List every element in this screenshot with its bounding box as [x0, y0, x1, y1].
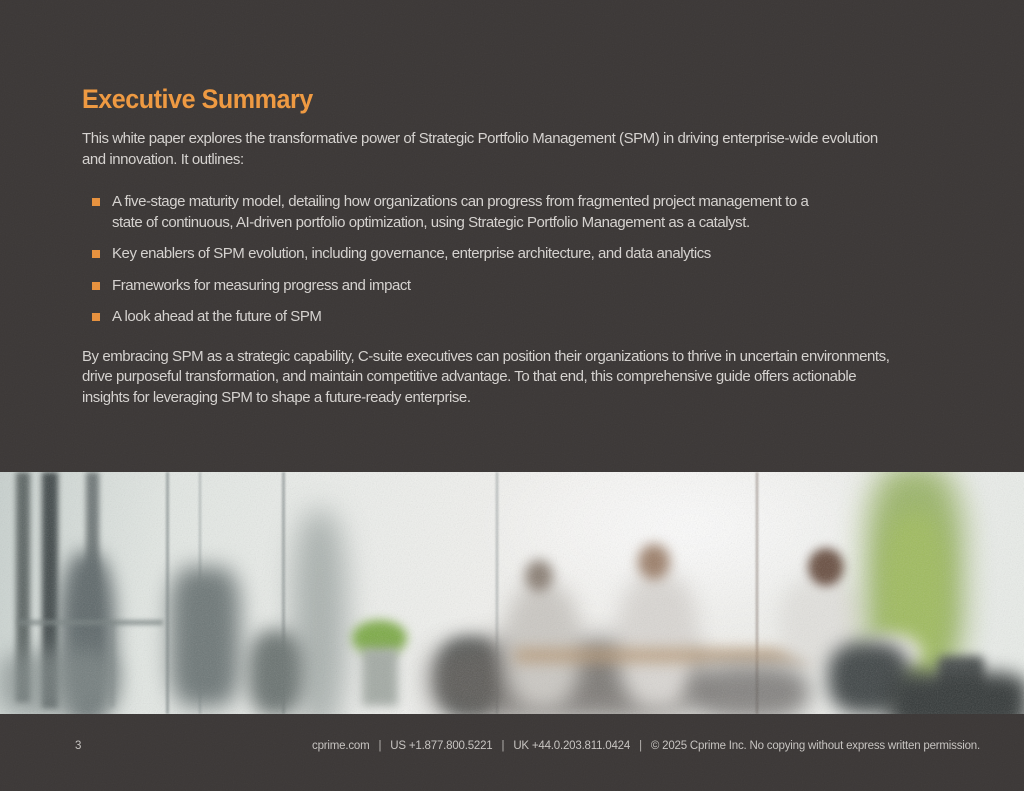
bullet-text: Frameworks for measuring progress and impact — [112, 276, 411, 294]
blurred-chair — [690, 664, 810, 714]
bullet-text: A look ahead at the future of SPM — [112, 308, 322, 325]
list-item — [92, 307, 812, 328]
small-plant-pot — [362, 648, 398, 706]
glass-seam-line — [166, 472, 169, 714]
footer-copyright: © 2025 Cprime Inc. No copying without express written permission. — [650, 740, 980, 752]
blurred-chair — [888, 672, 1024, 714]
footer-separator: | — [501, 740, 505, 752]
closing-paragraph: By embracing SPM as a strategic capability, C-suite executives can position their organizations to thrive in uncertain environments, drive purposeful transformation, and maintain competitive advantage. To that end, this comprehensive guide offers actionable insights for leveraging SPM to shape a future-ready enterprise. — [82, 347, 890, 406]
list-item — [92, 192, 812, 233]
page-number: 3 — [75, 740, 82, 752]
blurred-chair — [248, 630, 303, 714]
blurred-person-head — [638, 544, 670, 580]
blurred-person-body — [618, 574, 698, 709]
blurred-furniture — [0, 650, 120, 714]
footer-separator: | — [378, 740, 382, 752]
blurred-cabinet — [170, 567, 240, 707]
list-item — [92, 244, 812, 265]
blurred-person-body — [505, 584, 580, 709]
footer-website: cprime.com — [312, 740, 370, 752]
glass-table-edge — [18, 620, 163, 625]
summary-bullet-list — [82, 192, 910, 328]
bullet-square-icon — [92, 198, 100, 206]
footer-info — [312, 740, 980, 752]
blurred-person-head — [525, 560, 553, 592]
bullet-text: Key enablers of SPM evolution, including governance, enterprise architecture, and data analytics — [112, 245, 711, 262]
bullet-square-icon — [92, 282, 100, 290]
intro-paragraph: This white paper explores the transformative power of Strategic Portfolio Management (SPM) in driving enterprise-wide evolution and innovation. It outlines: — [82, 130, 878, 168]
executive-summary-section — [82, 86, 910, 408]
bullet-text: A five-stage maturity model, detailing how organizations can progress from fragmented project management to a state of continuous, AI-driven portfolio optimization, using Strategic Portfolio Management as a catalyst. — [112, 193, 809, 231]
office-meeting-photo — [0, 472, 1024, 714]
page-footer — [0, 738, 1024, 758]
bullet-square-icon — [92, 250, 100, 258]
footer-us-phone: US +1.877.800.5221 — [390, 740, 493, 752]
bullet-square-icon — [92, 313, 100, 321]
blurred-person-head — [808, 548, 844, 586]
list-item — [92, 276, 812, 297]
page-title: Executive Summary — [82, 84, 313, 114]
footer-separator: | — [639, 740, 642, 752]
footer-uk-phone: UK +44.0.203.811.0424 — [513, 740, 631, 752]
wooden-table-edge — [515, 648, 810, 663]
